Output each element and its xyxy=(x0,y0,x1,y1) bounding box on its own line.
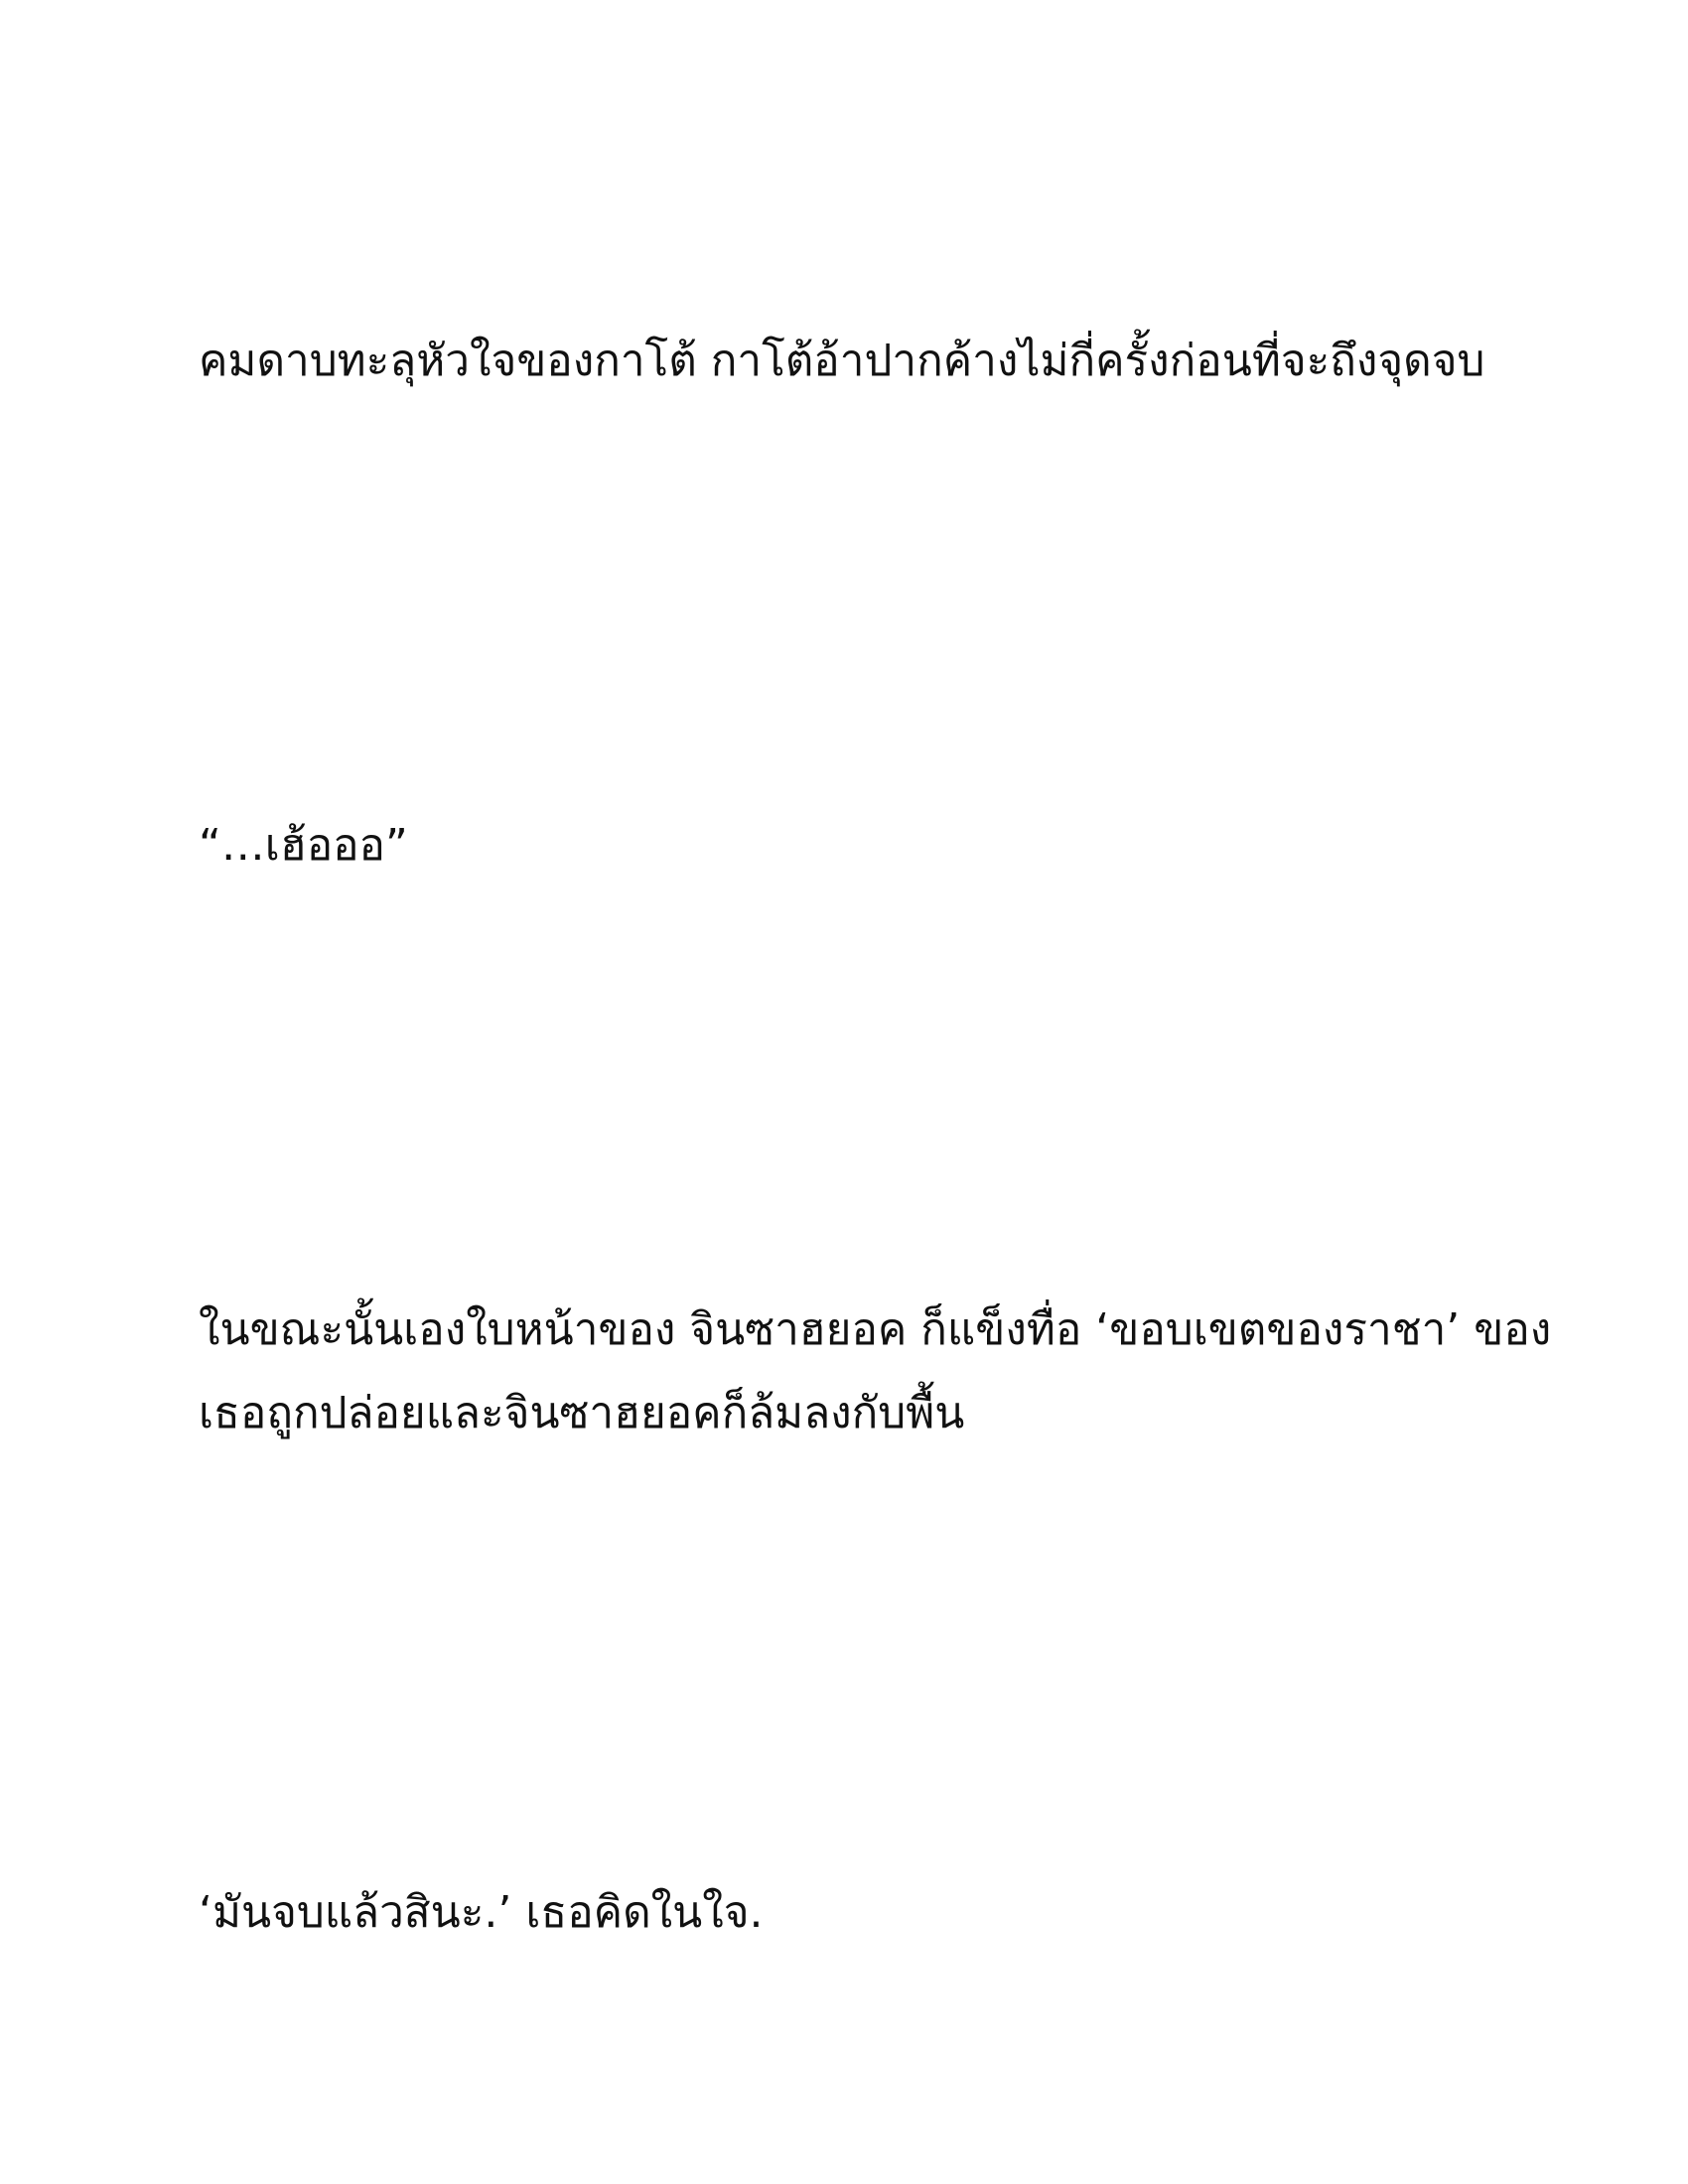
paragraph-jin-sahyuk-collapses xyxy=(199,1289,1552,1455)
paragraph-line: เธอถูกปล่อยและจินซาฮยอคก็ล้มลงกับพื้น xyxy=(199,1388,965,1438)
paragraph-inner-thought: ‘มันจบแล้วสินะ.’ เธอคิดในใจ. xyxy=(199,1887,764,1938)
paragraph-line: ในขณะนั้นเองใบหน้าของ จินซาฮยอค ก็แข็งทื่อ ‘ขอบเขตของราชา’ ของ xyxy=(199,1304,1552,1355)
paragraph-sword-pierces-heart: คมดาบทะลุหัวใจของกาโต้ กาโต้อ้าปากค้างไม่กี่ครั้งก่อนที่จะถึงจุดจบ xyxy=(199,336,1485,386)
paragraph-sigh-dialogue: “…เฮ้อออ” xyxy=(199,820,408,871)
